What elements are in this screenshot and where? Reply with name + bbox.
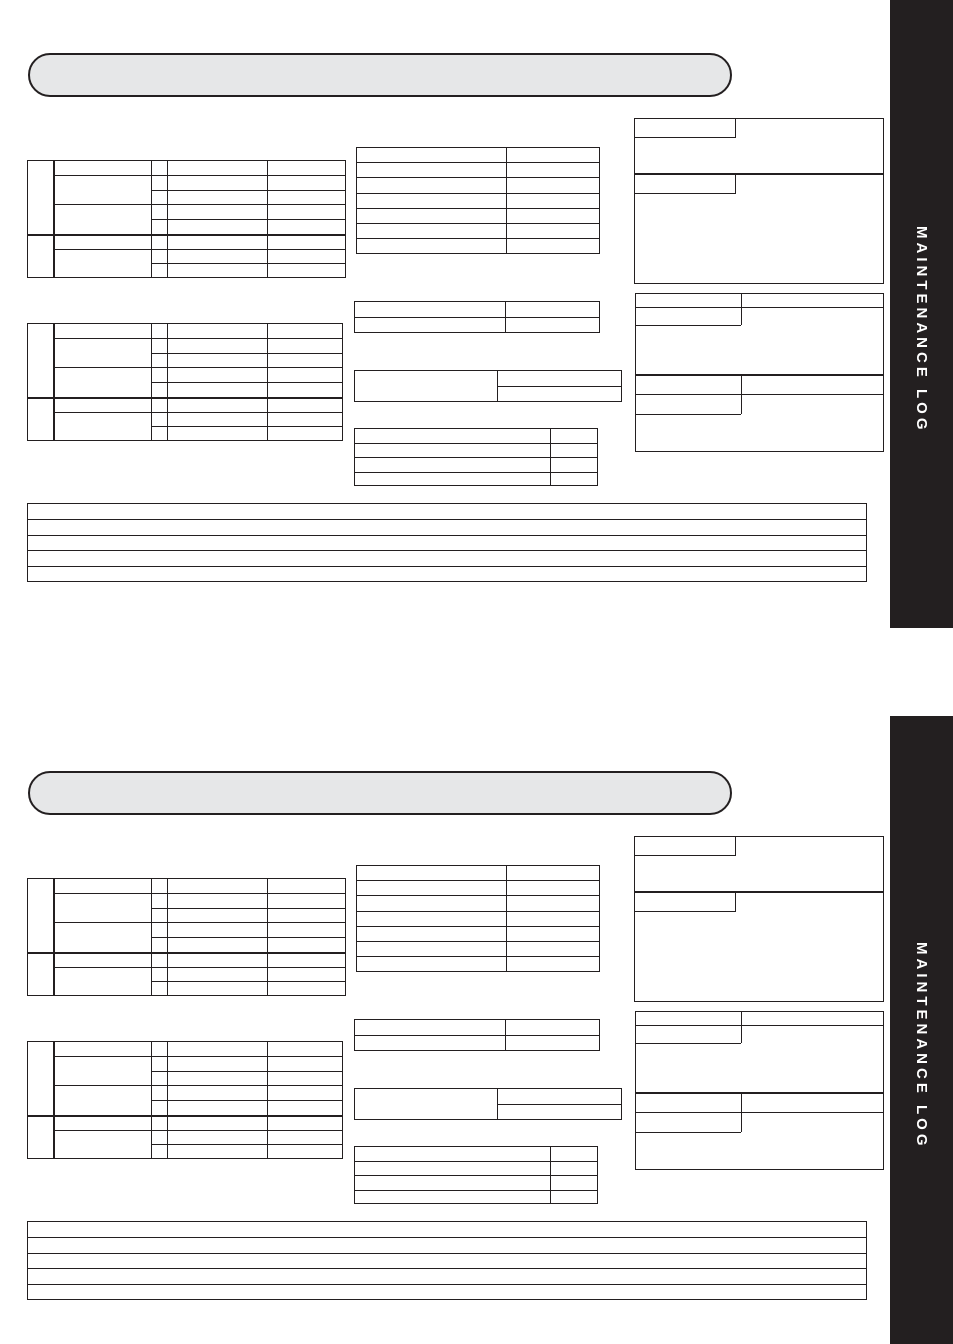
table-row-line xyxy=(356,926,600,927)
table-row-line xyxy=(354,443,598,444)
table-row-line xyxy=(27,952,346,954)
right-divider xyxy=(635,374,884,376)
table-row-line xyxy=(53,367,151,368)
table-row-line xyxy=(497,386,622,387)
table-row-line xyxy=(356,880,600,881)
table-col-line xyxy=(53,160,55,278)
table-row-line xyxy=(53,1130,151,1131)
table-row-line xyxy=(354,1035,600,1036)
table-row-line xyxy=(151,1130,343,1131)
side-tab-bottom xyxy=(890,716,953,1344)
right-divider xyxy=(635,1092,884,1094)
table-row-line xyxy=(356,895,600,896)
table-row-line xyxy=(53,1085,151,1086)
log-section-2 xyxy=(0,718,890,1318)
table-row-line xyxy=(151,367,343,368)
table-row-line xyxy=(356,238,600,239)
side-tab-label: MAINTENANCE LOG xyxy=(913,226,930,434)
table-row-line xyxy=(53,1056,151,1057)
right-box-2 xyxy=(635,293,884,452)
table-row-line xyxy=(356,162,600,163)
table-row-line xyxy=(53,204,151,205)
right-label-cell xyxy=(634,174,736,194)
table-row-line xyxy=(151,1100,343,1101)
table-row-line xyxy=(53,412,151,413)
section-title-bar xyxy=(28,771,732,815)
table-row-line xyxy=(635,394,884,395)
table-col-line xyxy=(741,1011,742,1043)
table-row-line xyxy=(151,1071,343,1072)
table-row-line xyxy=(497,1104,622,1105)
table-row-line xyxy=(635,307,884,308)
table-col-line xyxy=(53,1041,55,1159)
table-row-line xyxy=(27,566,867,567)
table-row-line xyxy=(151,175,346,176)
table-row-line xyxy=(356,223,600,224)
notes-table xyxy=(27,503,867,582)
right-box-2 xyxy=(635,1011,884,1170)
side-tab-label: MAINTENANCE LOG xyxy=(913,942,930,1150)
table-row-line xyxy=(354,1190,598,1191)
table-row-line xyxy=(151,981,346,982)
table-row-line xyxy=(151,412,343,413)
table-row-line xyxy=(151,893,346,894)
table-row-line xyxy=(151,1056,343,1057)
table-row-line xyxy=(635,414,741,415)
table-row-line xyxy=(27,1237,867,1238)
table-row-line xyxy=(354,1175,598,1176)
table-row-line xyxy=(151,937,346,938)
table-row-line xyxy=(27,1268,867,1269)
table-row-line xyxy=(354,1161,598,1162)
table-row-line xyxy=(53,893,151,894)
table-row-line xyxy=(27,1284,867,1285)
table-row-line xyxy=(53,338,151,339)
table-row-line xyxy=(151,249,346,250)
table-row-line xyxy=(356,193,600,194)
table-row-line xyxy=(635,1025,884,1026)
table-row-line xyxy=(151,263,346,264)
side-tab-top xyxy=(890,0,953,628)
table-row-line xyxy=(151,353,343,354)
table-row-line xyxy=(53,175,151,176)
table-row-line xyxy=(151,922,346,923)
table-col-line xyxy=(53,323,55,441)
right-label-cell xyxy=(634,892,736,912)
table-row-line xyxy=(53,249,151,250)
right-label-cell xyxy=(634,118,736,138)
table-col-line xyxy=(741,293,742,325)
table-row-line xyxy=(151,219,346,220)
table-row-line xyxy=(151,190,346,191)
table-row-line xyxy=(27,535,867,536)
table-row-line xyxy=(151,967,346,968)
notes-table xyxy=(27,1221,867,1300)
right-label-cell xyxy=(634,836,736,856)
table-row-line xyxy=(27,550,867,551)
table-row-line xyxy=(53,922,151,923)
table-row-line xyxy=(151,426,343,427)
table-row-line xyxy=(635,1043,741,1044)
table-row-line xyxy=(635,325,741,326)
table-row-line xyxy=(151,204,346,205)
table-row-line xyxy=(356,208,600,209)
table-row-line xyxy=(635,1132,741,1133)
table-row-line xyxy=(354,317,600,318)
table-row-line xyxy=(356,177,600,178)
table-row-line xyxy=(635,1112,884,1113)
table-col-line xyxy=(53,878,55,996)
section-title-bar xyxy=(28,53,732,97)
table-row-line xyxy=(356,956,600,957)
table-row-line xyxy=(354,472,598,473)
right-box-1 xyxy=(634,836,884,1002)
table-row-line xyxy=(27,1253,867,1254)
table-row-line xyxy=(27,1115,343,1117)
table-row-line xyxy=(356,911,600,912)
table-row-line xyxy=(356,941,600,942)
table-row-line xyxy=(151,382,343,383)
table-row-line xyxy=(354,457,598,458)
table-row-line xyxy=(27,234,346,236)
table-row-line xyxy=(151,338,343,339)
table-row-line xyxy=(27,397,343,399)
table-row-line xyxy=(27,519,867,520)
right-box-1 xyxy=(634,118,884,284)
table-row-line xyxy=(151,1085,343,1086)
table-row-line xyxy=(151,908,346,909)
table-row-line xyxy=(151,1144,343,1145)
table-row-line xyxy=(53,967,151,968)
log-section-1 xyxy=(0,0,890,600)
